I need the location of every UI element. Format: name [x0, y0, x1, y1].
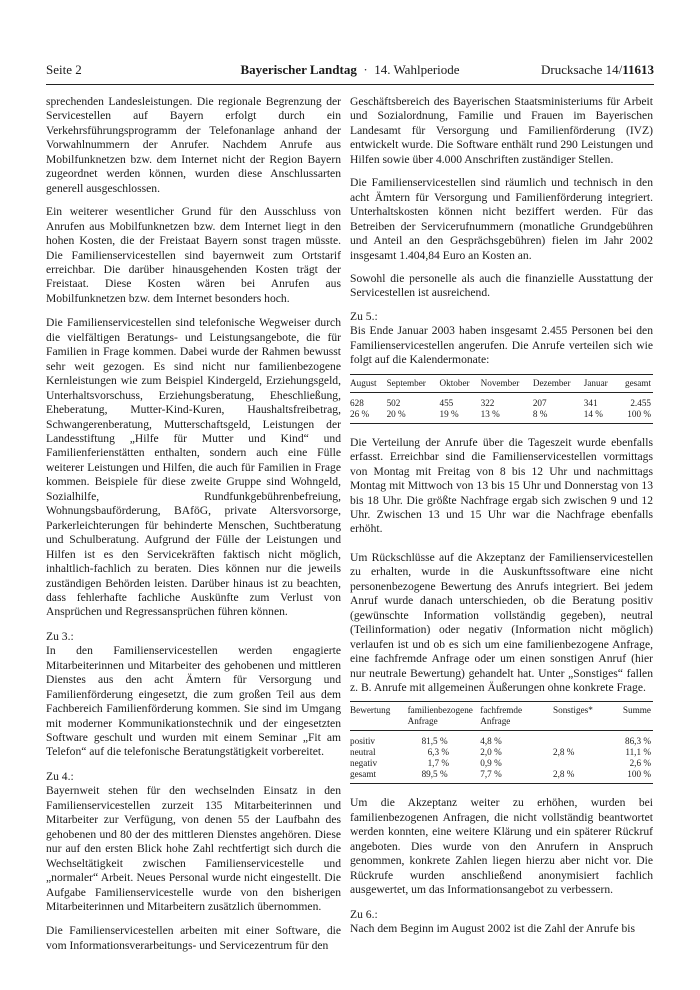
table-row [350, 769, 653, 784]
table-cell: 14 % [584, 409, 617, 424]
table-header-row [350, 374, 653, 392]
table-cell: 11,1 % [625, 747, 651, 758]
paragraph: Um die Akzeptanz weiter zu erhöhen, wurden bei familienbezogenen Anfragen, die nicht vollständig beantwortet werden konnten, eine weitere Klärung und ein späterer Rückruf angeboten. Dies wurde von den Anrufern in Anspruch genommen, konkrete Zahlen liegen hierzu aber nicht vor. Die Rückrufe wurden anschließend anonymisiert fachlich ausgewertet, um das Informationsangebot zu verbessern. [350, 796, 653, 897]
table-cell: 2,8 % [553, 747, 575, 758]
paragraph: Bayernweit stehen für den wechselnden Einsatz in den Familienservicestellen zurzeit 135 Mitarbeiterinnen und Mitarbeiter zur Verfügung, von denen 55 der Laufbahn des gehobenen und 80 der des mittleren Dienstes angehören. Diese nur auf den ersten Blick hohe Zahl rechtfertigt sich durch die Wechseltätigkeit zwischen Familienservicestelle und „normaler“ Arbeit. Neues Personal wurde nicht eingestellt. Die Aufgabe Familienservicestelle wurde von den bisherigen Mitarbeiterinnen und Mitarbeitern zusätzlich übernommen. [46, 784, 341, 914]
paragraph: Nach dem Beginn im August 2002 ist die Zahl der Anrufe bis [350, 922, 635, 936]
table-cell [553, 758, 605, 769]
column-header: Sonstiges* [553, 702, 605, 731]
table-cell: 86,3 % [624, 736, 651, 747]
table-row [350, 409, 653, 424]
table-cell: 4,8 % [480, 736, 502, 747]
monthly-calls-table [350, 374, 653, 424]
column-header: familienbezogene Anfrage [408, 702, 481, 731]
table-cell: 2,0 % [480, 747, 502, 758]
paragraph: sprechenden Landesleistungen. Die regionale Begrenzung der Servicestellen auf Bayern erfolgt durch ein Verkehrsführungsprogramm der Telefonanlage anhand der Vorwahlnummern der Anrufer. Nachdem Anrufe aus Mobilfunknetzen bzw. dem Internet nicht der Region Bayern zugeordnet werden können, wurden diese Anschlussarten generell ausgeschlossen. [46, 95, 341, 195]
paragraph: Die Familienservicestellen sind telefonische Wegweiser durch die vielfältigen Beratungs- und Leistungsangebote, die für Familien in Frage kommen. Dabei wurde der Rahmen bewusst sehr weit gezogen. Es sind nicht nur familienbezogene Kernleistungen wie zum Beispiel Kindergeld, Erziehungsgeld, Unterhaltsvorschuss, Erziehungsberatung, Eheschließung, Eheberatung, Mutter-Kind-Kuren, Haushaltsfreibetrag, Schwangerenberatung, Mutterschaftsgeld, Leistungen der Landesstiftung „Hilfe für Mutter und Kind“ und Familienferienstätten enthalten, sondern auch eine Fülle weiterer Leistungen und Hilfen, die auch für Familien in Frage kommen. Beispiele für diese zweite Gruppe sind Wohngeld, Sozialhilfe, Rundfunkgebührenbefreiung, Wohnungsbauförderung, BAföG, private Altersvorsorge, Parkerleichterungen für behinderte Menschen, Suchtberatung und Schulberatung. Aufgrund der Fülle der Leistungen und Hilfen ist es den Servicekräften faktisch nicht möglich, inhaltlich-fachlich zu beraten. Dies können nur die jeweils zuständigen Behörden leisten. Darüber hinaus ist zu beachten, dass fehlerhafte fachliche Auskünfte zum Verlust von Ansprüchen und Regressansprüchen führen können. [46, 316, 341, 619]
table-cell: 0,9 % [480, 758, 502, 769]
table-cell: neutral [350, 747, 376, 758]
table-row [350, 731, 653, 748]
table-header-row [350, 702, 653, 731]
table-row [350, 747, 653, 758]
page-number: Seite 2 [46, 62, 82, 77]
column-header: gesamt [617, 374, 653, 392]
table-cell: 628 [350, 397, 364, 408]
table-cell: 322 [480, 397, 495, 408]
table-cell [553, 731, 605, 748]
paragraph: Die Familienservicestellen arbeiten mit einer Software, die vom Informationsverarbeitungs- und Servicezentrum für den [46, 924, 341, 952]
paragraph: Bis Ende Januar 2003 haben insgesamt 2.455 Personen bei den Familienservicestellen angerufen. Die Anrufe verteilen sich wie folgt auf die Kalendermonate: [350, 324, 653, 367]
table-cell: 81,5 % [421, 736, 448, 747]
page-header [46, 60, 654, 82]
column-header: Oktober [439, 374, 480, 392]
table-cell: 6,3 % [427, 747, 449, 758]
table-row [350, 758, 653, 769]
table-cell: 100 % [617, 409, 653, 424]
document-number: 11613 [622, 62, 654, 77]
paragraph: Die Familienservicestellen sind räumlich und technisch in den acht Ämtern für Versorgung und Familienförderung integriert. Unterhaltskosten können nicht beziffert werden. Für das Betreiben der Servicerufnummern (monatliche Grundgebühren und Anteil an den Gesprächsgebühren) fielen im Jahr 2002 insgesamt 1.404,84 Euro an Kosten an. [350, 176, 653, 262]
table-cell: negativ [350, 758, 378, 769]
rating-table [350, 701, 653, 784]
document-prefix: Drucksache 14/ [540, 62, 623, 77]
left-column [46, 95, 341, 953]
column-header: Dezember [533, 374, 584, 392]
table-cell: 13 % [481, 409, 533, 424]
paragraph: Die Verteilung der Anrufe über die Tageszeit wurde ebenfalls erfasst. Erreichbar sind die Familienservicestellen vormittags von Montag mit Freitag von 8 bis 12 Uhr und nachmittags Montag mit Mittwoch von 13 bis 15 Uhr und Donnerstag von 13 bis 18 Uhr. Die größte Nachfrage ergab sich zwischen 9 und 12 Uhr. Zwischen 13 und 15 Uhr war die Nachfrage ebenfalls erhöht. [350, 435, 653, 536]
table-cell: 341 [583, 397, 598, 408]
column-header: November [481, 374, 533, 392]
table-cell: 7,7 % [480, 769, 553, 784]
table-cell: 89,5 % [408, 769, 481, 784]
table-cell: positiv [350, 736, 376, 747]
table-cell: 2,6 % [629, 758, 651, 769]
column-header: Summe [605, 702, 654, 731]
table-cell: 502 [386, 397, 401, 408]
paragraph: Sowohl die personelle als auch die finanzielle Ausstattung der Servicestellen ist ausreichend. [350, 271, 653, 300]
section-heading-5: Zu 5.: [350, 309, 378, 323]
document-reference [541, 62, 654, 78]
column-header: Januar [584, 374, 617, 392]
section-heading-6: Zu 6.: [350, 907, 378, 921]
table-row [350, 392, 653, 409]
table-cell: 26 % [350, 409, 387, 424]
table-cell: 2,8 % [553, 769, 605, 784]
section-heading-3: Zu 3.: [46, 629, 74, 643]
column-header: fachfremde Anfrage [480, 702, 553, 731]
table-cell: 8 % [533, 409, 584, 424]
right-column [350, 95, 653, 936]
column-header: August [350, 374, 387, 392]
table-cell: 19 % [439, 409, 480, 424]
header-separator: · [363, 62, 368, 77]
table-cell: 455 [439, 397, 454, 408]
table-cell: gesamt [350, 769, 408, 784]
publisher-name: Bayerischer Landtag [240, 62, 357, 77]
paragraph: In den Familienservicestellen werden engagierte Mitarbeiterinnen und Mitarbeiter des gehobenen und mittleren Dienstes aus den acht Ämtern für Versorgung und Familienförderung eingesetzt, die zum großen Teil aus dem Fachbereich Familienförderung kommen. Sie sind im Umgang mit moderner Kommunikationstechnik und der eingesetzten Software geschult und wurden mit einem Seminar „Fit am Telefon“ auf die telefonische Beratungstätigkeit vorbereitet. [46, 644, 341, 759]
paragraph: Ein weiterer wesentlicher Grund für den Ausschluss von Anrufen aus Mobilfunknetzen bzw. dem Internet liegt in den hohen Kosten, die der Freistaat Bayern sonst tragen müsste. Die Familienservicestellen sind bayernweit zum Ortstarif erreichbar. Die darüber hinausgehenden Kosten trägt der Freistaat. Diese Kosten wären bei Anrufen aus Mobilfunknetzen bzw. dem Internet besonders hoch. [46, 205, 341, 305]
table-cell: 2.455 [630, 397, 651, 408]
table-cell: 20 % [387, 409, 440, 424]
section-heading-4: Zu 4.: [46, 769, 74, 783]
column-header: Bewertung [350, 702, 408, 731]
table-cell: 207 [532, 397, 547, 408]
paragraph: Um Rückschlüsse auf die Akzeptanz der Familienservicestellen zu erhalten, wurde in die Auskunftssoftware eine nicht personenbezogene Bewertung des Anrufs integriert. Bei jedem Anruf wurde danach unterschieden, ob die Beratung positiv (gewünschte Information vollständig gegeben), neutral (Teilinformation) oder negativ (Information nicht möglich) verlaufen ist und ob es sich um eine familienbezogene Anfrage, eine fachfremde Anfrage oder um einen sonstigen Anruf (hier nur neutrale Bewertung) gehandelt hat. Unter „Sonstiges“ fallen z. B. Anrufe mit allgemeinen Äußerungen ohne konkrete Frage. [350, 550, 653, 694]
header-rule [46, 84, 654, 85]
table-cell: 100 % [605, 769, 654, 784]
paragraph: Geschäftsbereich des Bayerischen Staatsministeriums für Arbeit und Sozialordnung, Familie und Frauen im Bayerischen Landesamt für Versorgung und Familienförderung (IVZ) entwickelt wurde. Die Software enthält rund 290 Leistungen und Hilfen sowie über 4.000 Anschriften zuständiger Stellen. [350, 95, 653, 166]
table-cell: 1,7 % [427, 758, 449, 769]
legislative-period: 14. Wahlperiode [374, 62, 460, 77]
column-header: September [387, 374, 440, 392]
